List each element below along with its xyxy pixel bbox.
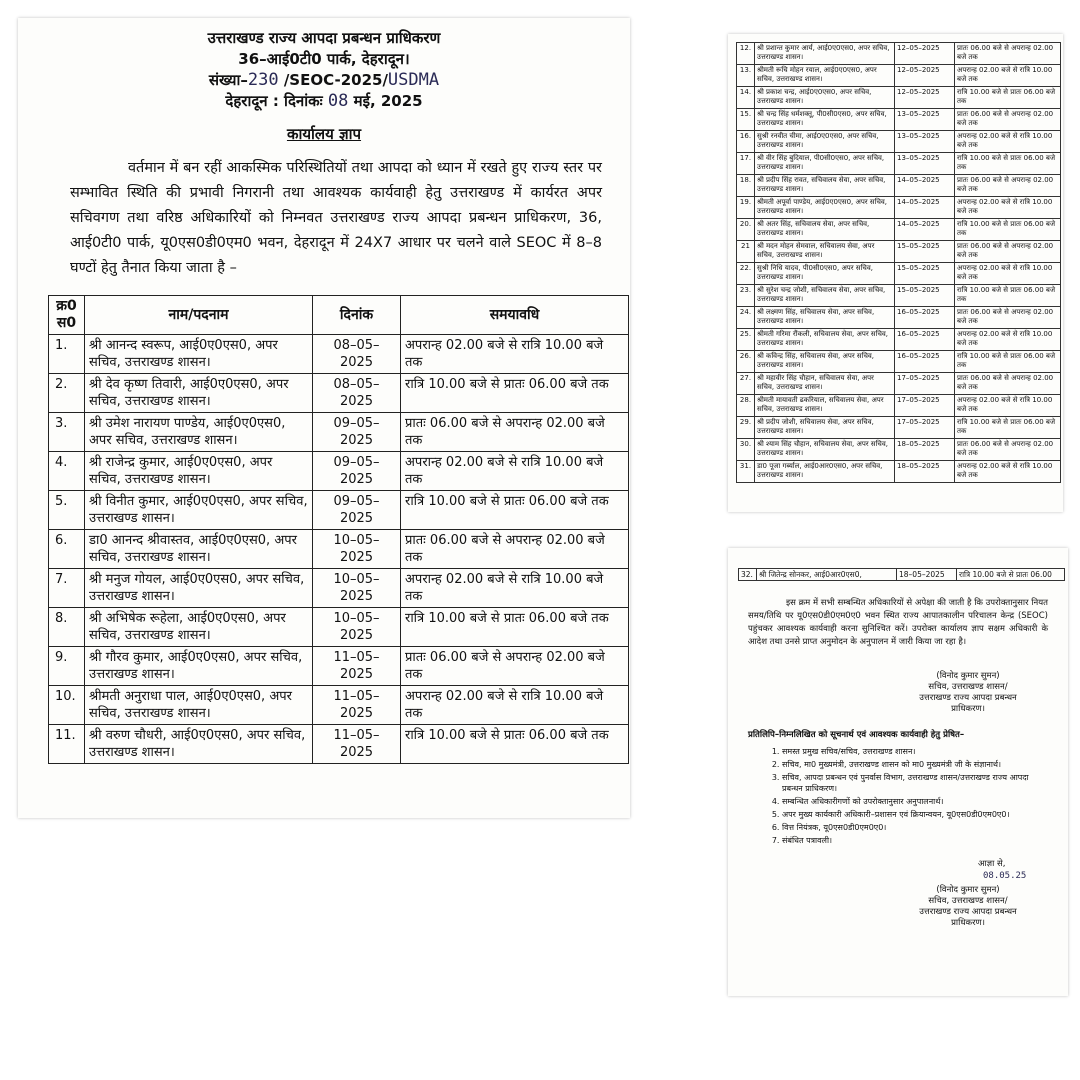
table-row <box>737 373 1061 395</box>
row-sn: 9. <box>49 647 85 686</box>
row-date: 12–05–2025 <box>895 43 955 65</box>
ref-prefix: संख्या– <box>208 71 248 89</box>
row-sn: 29. <box>737 417 755 439</box>
row-name: श्री जितेन्द्र सोनकर, आई0आर0एस0, <box>757 569 897 581</box>
table-header-row <box>49 296 629 335</box>
row-sn: 32. <box>739 569 757 581</box>
row-sn: 13. <box>737 65 755 87</box>
continuation-table-body <box>737 43 1061 483</box>
list-item: 2. सचिव, मा0 मुख्यमंत्री, उत्तराखण्ड शासन को मा0 मुख्यमंत्री जी के संज्ञानार्थ। <box>782 759 1048 770</box>
row-time: प्रातः 06.00 बजे से अपरान्ह 02.00 बजे तक <box>955 373 1061 395</box>
row-sn: 18. <box>737 175 755 197</box>
col-header-time: समयावधि <box>401 296 629 335</box>
row-time: अपरान्ह 02.00 बजे से रात्रि 10.00 बजे तक <box>401 569 629 608</box>
row-date: 09–05–2025 <box>313 413 401 452</box>
table-row <box>737 65 1061 87</box>
row-date: 10–05–2025 <box>313 608 401 647</box>
row-time: अपरान्ह 02.00 बजे से रात्रि 10.00 बजे तक <box>955 263 1061 285</box>
reference-number <box>18 70 630 91</box>
row-sn: 5. <box>49 491 85 530</box>
ref-middle: /SEOC-2025/ <box>278 71 388 89</box>
row-name: श्री सुरेश चन्द्र जोशी, सचिवालय सेवा, अपर सचिव, उत्तराखण्ड शासन। <box>755 285 895 307</box>
table-row <box>49 491 629 530</box>
row-sn: 30. <box>737 439 755 461</box>
row-time: रात्रि 10.00 बजे से प्रातः 06.00 बजे तक <box>955 153 1061 175</box>
col-header-sn: क्र0 स0 <box>49 296 85 335</box>
row-name: श्री महावीर सिंह चौहान, सचिवालय सेवा, अपर सचिव, उत्तराखण्ड शासन। <box>755 373 895 395</box>
row-time: अपरान्ह 02.00 बजे से रात्रि 10.00 बजे तक <box>955 197 1061 219</box>
signatory-designation-2: उत्तराखण्ड राज्य आपदा प्रबन्धन <box>919 693 1017 703</box>
row-date: 18–05–2025 <box>897 569 957 581</box>
copy-to-heading: प्रतिलिपि–निम्नलिखित को सूचनार्थ एवं आवश्यक कार्यवाही हेतु प्रेषित– <box>748 730 965 740</box>
row-date: 11–05–2025 <box>313 647 401 686</box>
row-sn: 25. <box>737 329 755 351</box>
list-item: 7. संबंधित पत्रावली। <box>782 835 1048 846</box>
row-sn: 14. <box>737 87 755 109</box>
row-sn: 23. <box>737 285 755 307</box>
intro-paragraph: वर्तमान में बन रहीं आकस्मिक परिस्थितियों तथा आपदा को ध्यान में रखते हुए राज्य स्तर पर सम्भावित स्थिति की प्रभावी निगरानी तथा आवश्यक कार्यवाही हेतु उत्तराखण्ड में कार्यरत अपर सचिवगण तथा वरिष्ठ अधिकारियों को निम्नवत उत्तराखण्ड राज्य आपदा प्रबन्धन प्राधिकरण, 36, आई0टी0 पार्क, यू0एस0डी0एम0 भवन, देहरादून में 24X7 आधार पर चलने वाले SEOC में 8–8 घण्टों हेतु तैनात किया जाता है – <box>70 160 602 276</box>
row-name: श्री कविन्द्र सिंह, सचिवालय सेवा, अपर सचिव, उत्तराखण्ड शासन। <box>755 351 895 373</box>
row-time: रात्रि 10.00 बजे से प्रातः 06.00 बजे तक <box>401 725 629 764</box>
col-header-date: दिनांक <box>313 296 401 335</box>
table-row <box>737 439 1061 461</box>
org-name-heading: उत्तराखण्ड राज्य आपदा प्रबन्धन प्राधिकरण <box>207 29 441 47</box>
row-time: अपरान्ह 02.00 बजे से रात्रि 10.00 बजे तक <box>955 395 1061 417</box>
row-name: श्री प्रदीप जोशी, सचिवालय सेवा, अपर सचिव, उत्तराखण्ड शासन। <box>755 417 895 439</box>
row-name: श्री प्रदीप सिंह रावत, सचिवालय सेवा, अपर सचिव, उत्तराखण्ड शासन। <box>755 175 895 197</box>
row-time: अपरान्ह 02.00 बजे से रात्रि 10.00 बजे तक <box>401 335 629 374</box>
row-sn: 24. <box>737 307 755 329</box>
row-name: श्री आनन्द स्वरूप, आई0ए0एस0, अपर सचिव, उत्तराखण्ड शासन। <box>85 335 313 374</box>
row-name: सुश्री रनवीत चीमा, आई0ए0एस0, अपर सचिव, उत्तराखण्ड शासन। <box>755 131 895 153</box>
row-date: 15–05–2025 <box>895 241 955 263</box>
row-sn: 15. <box>737 109 755 131</box>
row-date: 11–05–2025 <box>313 725 401 764</box>
by-order-text: आज्ञा से, <box>978 859 1006 869</box>
row-date: 15–05–2025 <box>895 263 955 285</box>
row-time: प्रातः 06.00 बजे से अपरान्ह 02.00 बजे तक <box>955 109 1061 131</box>
row-sn: 4. <box>49 452 85 491</box>
row-sn: 12. <box>737 43 755 65</box>
row-sn: 28. <box>737 395 755 417</box>
row-date: 17–05–2025 <box>895 395 955 417</box>
org-address: 36–आई0टी0 पार्क, देहरादून। <box>238 50 410 68</box>
issue-date <box>18 91 630 112</box>
table-row <box>49 413 629 452</box>
row-name: श्री वरुण चौधरी, आई0ए0एस0, अपर सचिव, उत्तराखण्ड शासन। <box>85 725 313 764</box>
row-sn: 20. <box>737 219 755 241</box>
row-date: 12–05–2025 <box>895 87 955 109</box>
row-time: प्रातः 06.00 बजे से अपरान्ह 02.00 बजे तक <box>955 307 1061 329</box>
signature-block-1 <box>888 671 1048 715</box>
row-sn: 1. <box>49 335 85 374</box>
continuation-page-1 <box>728 34 1063 512</box>
row-time: अपरान्ह 02.00 बजे से रात्रि 10.00 बजे तक <box>955 461 1061 483</box>
list-item: 1. समस्त प्रमुख सचिव/सचिव, उत्तराखण्ड शासन। <box>782 746 1048 757</box>
col-header-name: नाम/पदनाम <box>85 296 313 335</box>
row-time: अपरान्ह 02.00 बजे से रात्रि 10.00 बजे तक <box>401 686 629 725</box>
row-sn: 16. <box>737 131 755 153</box>
table-row <box>737 219 1061 241</box>
row-time: रात्रि 10.00 बजे से प्रातः 06.00 बजे तक <box>955 285 1061 307</box>
table-row <box>737 175 1061 197</box>
date-suffix: मई, 2025 <box>348 92 423 110</box>
row-time: प्रातः 06.00 बजे से अपरान्ह 02.00 बजे तक <box>955 241 1061 263</box>
row-sn: 26. <box>737 351 755 373</box>
row-sn: 10. <box>49 686 85 725</box>
row-date: 14–05–2025 <box>895 219 955 241</box>
row-date: 17–05–2025 <box>895 373 955 395</box>
row-sn: 7. <box>49 569 85 608</box>
row-time: अपरान्ह 02.00 बजे से रात्रि 10.00 बजे तक <box>955 131 1061 153</box>
row-time: प्रातः 06.00 बजे से अपरान्ह 02.00 बजे तक <box>955 175 1061 197</box>
table-row <box>737 87 1061 109</box>
signatory-designation-3: प्राधिकरण। <box>951 704 985 714</box>
signature-block-2 <box>888 885 1048 929</box>
row-time: प्रातः 06.00 बजे से अपरान्ह 02.00 बजे तक <box>401 647 629 686</box>
table-row <box>49 725 629 764</box>
row-name: श्री मदन मोहन सेमवाल, सचिवालय सेवा, अपर सचिव, उत्तराखण्ड शासन। <box>755 241 895 263</box>
row-date: 13–05–2025 <box>895 109 955 131</box>
row-time: रात्रि 10.00 बजे से प्रातः 06.00 बजे तक <box>955 351 1061 373</box>
row-name: श्री विनीत कुमार, आई0ए0एस0, अपर सचिव, उत्तराखण्ड शासन। <box>85 491 313 530</box>
table-row <box>737 153 1061 175</box>
row-date: 08–05–2025 <box>313 374 401 413</box>
signatory-designation-1: सचिव, उत्तराखण्ड शासन/ <box>928 682 1008 692</box>
row-date: 16–05–2025 <box>895 307 955 329</box>
table-row <box>49 374 629 413</box>
row-name: श्री श्याम सिंह चौहान, सचिवालय सेवा, अपर सचिव, उत्तराखण्ड शासन। <box>755 439 895 461</box>
row-sn: 3. <box>49 413 85 452</box>
row-name: श्री अभिषेक रूहेला, आई0ए0एस0, अपर सचिव, उत्तराखण्ड शासन। <box>85 608 313 647</box>
table-row <box>737 263 1061 285</box>
list-item: 6. वित्त नियंत्रक, यू0एस0डी0एम0ए0। <box>782 822 1048 833</box>
ref-number-handwritten: 230 <box>247 70 279 90</box>
row-name: श्री देव कृष्ण तिवारी, आई0ए0एस0, अपर सचिव, उत्तराखण्ड शासन। <box>85 374 313 413</box>
main-document-page <box>18 18 630 818</box>
row-time: रात्रि 10.00 बजे से प्रातः 06.00 बजे तक <box>955 219 1061 241</box>
row-date: 11–05–2025 <box>313 686 401 725</box>
list-item: 4. सम्बन्धित अधिकारीगणों को उपरोक्तानुसार अनुपालनार्थ। <box>782 796 1048 807</box>
signatory-designation-1: सचिव, उत्तराखण्ड शासन/ <box>928 896 1008 906</box>
table-row <box>737 109 1061 131</box>
row-time: रात्रि 10.00 बजे से प्रातः 06.00 बजे तक <box>955 417 1061 439</box>
table-row <box>737 351 1061 373</box>
date-day-handwritten: 08 <box>327 91 349 111</box>
row-date: 14–05–2025 <box>895 197 955 219</box>
row-name: श्रीमती अनुराधा पाल, आई0ए0एस0, अपर सचिव, उत्तराखण्ड शासन। <box>85 686 313 725</box>
table-body <box>49 335 629 764</box>
row-sn: 22. <box>737 263 755 285</box>
row-name: श्री गौरव कुमार, आई0ए0एस0, अपर सचिव, उत्तराखण्ड शासन। <box>85 647 313 686</box>
table-row <box>737 395 1061 417</box>
row-sn: 11. <box>49 725 85 764</box>
copy-to-list <box>758 746 1048 846</box>
row-time: रात्रि 10.00 बजे से प्रातः 06.00 <box>957 569 1065 581</box>
row-name: श्री लक्ष्मण सिंह, सचिवालय सेवा, अपर सचिव, उत्तराखण्ड शासन। <box>755 307 895 329</box>
table-row <box>49 647 629 686</box>
signatory-name: (विनोद कुमार सुमन) <box>936 671 1000 681</box>
row-sn: 17. <box>737 153 755 175</box>
table-row <box>737 241 1061 263</box>
table-row <box>737 329 1061 351</box>
signatory-designation-3: प्राधिकरण। <box>951 918 985 928</box>
row-name: श्री मनुज गोयल, आई0ए0एस0, अपर सचिव, उत्तराखण्ड शासन। <box>85 569 313 608</box>
table-row <box>49 335 629 374</box>
table-row <box>737 285 1061 307</box>
row-time: रात्रि 10.00 बजे से प्रातः 06.00 बजे तक <box>401 491 629 530</box>
table-row <box>737 43 1061 65</box>
row-date: 09–05–2025 <box>313 452 401 491</box>
roster-final-row-table <box>738 568 1065 581</box>
row-date: 08–05–2025 <box>313 335 401 374</box>
row-name: श्री चन्द्र सिंह धर्मशक्तू, पी0सी0एस0, अपर सचिव, उत्तराखण्ड शासन। <box>755 109 895 131</box>
row-name: डा0 आनन्द श्रीवास्तव, आई0ए0एस0, अपर सचिव, उत्तराखण्ड शासन। <box>85 530 313 569</box>
continuation-page-2 <box>728 548 1068 996</box>
table-row <box>737 197 1061 219</box>
table-row <box>737 417 1061 439</box>
row-date: 16–05–2025 <box>895 351 955 373</box>
table-row <box>49 452 629 491</box>
row-name: श्रीमती मायावती ढकरियाल, सचिवालय सेवा, अपर सचिव, उत्तराखण्ड शासन। <box>755 395 895 417</box>
date-prefix: देहरादून : दिनांकः <box>225 92 323 110</box>
row-sn: 6. <box>49 530 85 569</box>
row-time: अपरान्ह 02.00 बजे से रात्रि 10.00 बजे तक <box>955 329 1061 351</box>
row-name: श्रीमती गरिमा रौंकली, सचिवालय सेवा, अपर सचिव, उत्तराखण्ड शासन। <box>755 329 895 351</box>
row-sn: 21 <box>737 241 755 263</box>
list-item: 5. अपर मुख्य कार्यकारी अधिकारी–प्रशासन एवं क्रियान्वयन, यू0एस0डी0एम0ए0। <box>782 809 1048 820</box>
row-time: रात्रि 10.00 बजे से प्रातः 06.00 बजे तक <box>401 374 629 413</box>
row-time: प्रातः 06.00 बजे से अपरान्ह 02.00 बजे तक <box>401 413 629 452</box>
row-name: श्री उमेश नारायण पाण्डेय, आई0ए0एस0, अपर सचिव, उत्तराखण्ड शासन। <box>85 413 313 452</box>
row-time: अपरान्ह 02.00 बजे से रात्रि 10.00 बजे तक <box>401 452 629 491</box>
ref-suffix-handwritten: USDMA <box>387 70 440 90</box>
table-row <box>737 307 1061 329</box>
memo-title: कार्यालय ज्ञाप <box>286 125 362 143</box>
row-sn: 19. <box>737 197 755 219</box>
signatory-designation-2: उत्तराखण्ड राज्य आपदा प्रबन्धन <box>919 907 1017 917</box>
row-time: प्रातः 06.00 बजे से अपरान्ह 02.00 बजे तक <box>955 43 1061 65</box>
row-sn: 31. <box>737 461 755 483</box>
table-row <box>739 569 1065 581</box>
row-name: श्री वीर सिंह बुदियाल, पी0सी0एस0, अपर सचिव, उत्तराखण्ड शासन। <box>755 153 895 175</box>
row-date: 09–05–2025 <box>313 491 401 530</box>
handwritten-signature-date: 08.05.25 <box>983 871 1027 881</box>
row-name: श्री प्रशान्त कुमार आर्य, आई0ए0एस0, अपर सचिव, उत्तराखण्ड शासन। <box>755 43 895 65</box>
table-row <box>49 569 629 608</box>
row-time: रात्रि 10.00 बजे से प्रातः 06.00 बजे तक <box>955 87 1061 109</box>
table-row <box>49 686 629 725</box>
row-date: 10–05–2025 <box>313 569 401 608</box>
table-row <box>49 608 629 647</box>
row-date: 17–05–2025 <box>895 417 955 439</box>
row-date: 15–05–2025 <box>895 285 955 307</box>
row-name: श्री राजेन्द्र कुमार, आई0ए0एस0, अपर सचिव, उत्तराखण्ड शासन। <box>85 452 313 491</box>
row-sn: 8. <box>49 608 85 647</box>
row-date: 16–05–2025 <box>895 329 955 351</box>
table-row <box>737 461 1061 483</box>
row-name: डा0 पूजा गर्ब्याल, आई0आर0एस0, अपर सचिव, उत्तराखण्ड शासन। <box>755 461 895 483</box>
roster-continuation-table <box>736 42 1061 483</box>
row-date: 18–05–2025 <box>895 461 955 483</box>
signatory-name: (विनोद कुमार सुमन) <box>936 885 1000 895</box>
closing-paragraph: इस क्रम में सभी सम्बन्धित अधिकारियों से अपेक्षा की जाती है कि उपरोक्तानुसार नियत समय/तिथि पर यू0एस0डी0एम0ए0 भवन स्थित राज्य आपातकालीन परिचालन केन्द्र (SEOC) पहुंचकर आवश्यक कार्यवाही करना सुनिश्चित करें। उपरोक्त कार्यालय ज्ञाप सक्षम अधिकारी के आदेश तथा उनसे प्राप्त अनुमोदन के अनुपालन में जारी किया जा रहा है। <box>748 598 1048 647</box>
table-row <box>737 131 1061 153</box>
row-name: सुश्री निधि यादव, पी0सी0एस0, अपर सचिव, उत्तराखण्ड शासन। <box>755 263 895 285</box>
row-sn: 27. <box>737 373 755 395</box>
row-time: रात्रि 10.00 बजे से प्रातः 06.00 बजे तक <box>401 608 629 647</box>
duty-roster-table <box>48 295 629 764</box>
row-date: 14–05–2025 <box>895 175 955 197</box>
row-date: 18–05–2025 <box>895 439 955 461</box>
row-sn: 2. <box>49 374 85 413</box>
row-name: श्री अतर सिंह, सचिवालय सेवा, अपर सचिव, उत्तराखण्ड शासन। <box>755 219 895 241</box>
row-name: श्रीमती रूचि मोहन रयाल, आई0ए0एस0, अपर सचिव, उत्तराखण्ड शासन। <box>755 65 895 87</box>
row-date: 13–05–2025 <box>895 153 955 175</box>
table-row <box>49 530 629 569</box>
row-date: 13–05–2025 <box>895 131 955 153</box>
row-time: प्रातः 06.00 बजे से अपरान्ह 02.00 बजे तक <box>955 439 1061 461</box>
row-name: श्रीमती अपूर्वा पाण्डेय, आई0ए0एस0, अपर सचिव, उत्तराखण्ड शासन। <box>755 197 895 219</box>
row-name: श्री प्रकाश चन्द्र, आई0ए0एस0, अपर सचिव, उत्तराखण्ड शासन। <box>755 87 895 109</box>
row-date: 12–05–2025 <box>895 65 955 87</box>
row-date: 10–05–2025 <box>313 530 401 569</box>
list-item: 3. सचिव, आपदा प्रबन्धन एवं पुनर्वास विभाग, उत्तराखण्ड शासन/उत्तराखण्ड राज्य आपदा प्रबन्धन प्राधिकरण। <box>782 772 1048 794</box>
row-time: अपरान्ह 02.00 बजे से रात्रि 10.00 बजे तक <box>955 65 1061 87</box>
row-time: प्रातः 06.00 बजे से अपरान्ह 02.00 बजे तक <box>401 530 629 569</box>
